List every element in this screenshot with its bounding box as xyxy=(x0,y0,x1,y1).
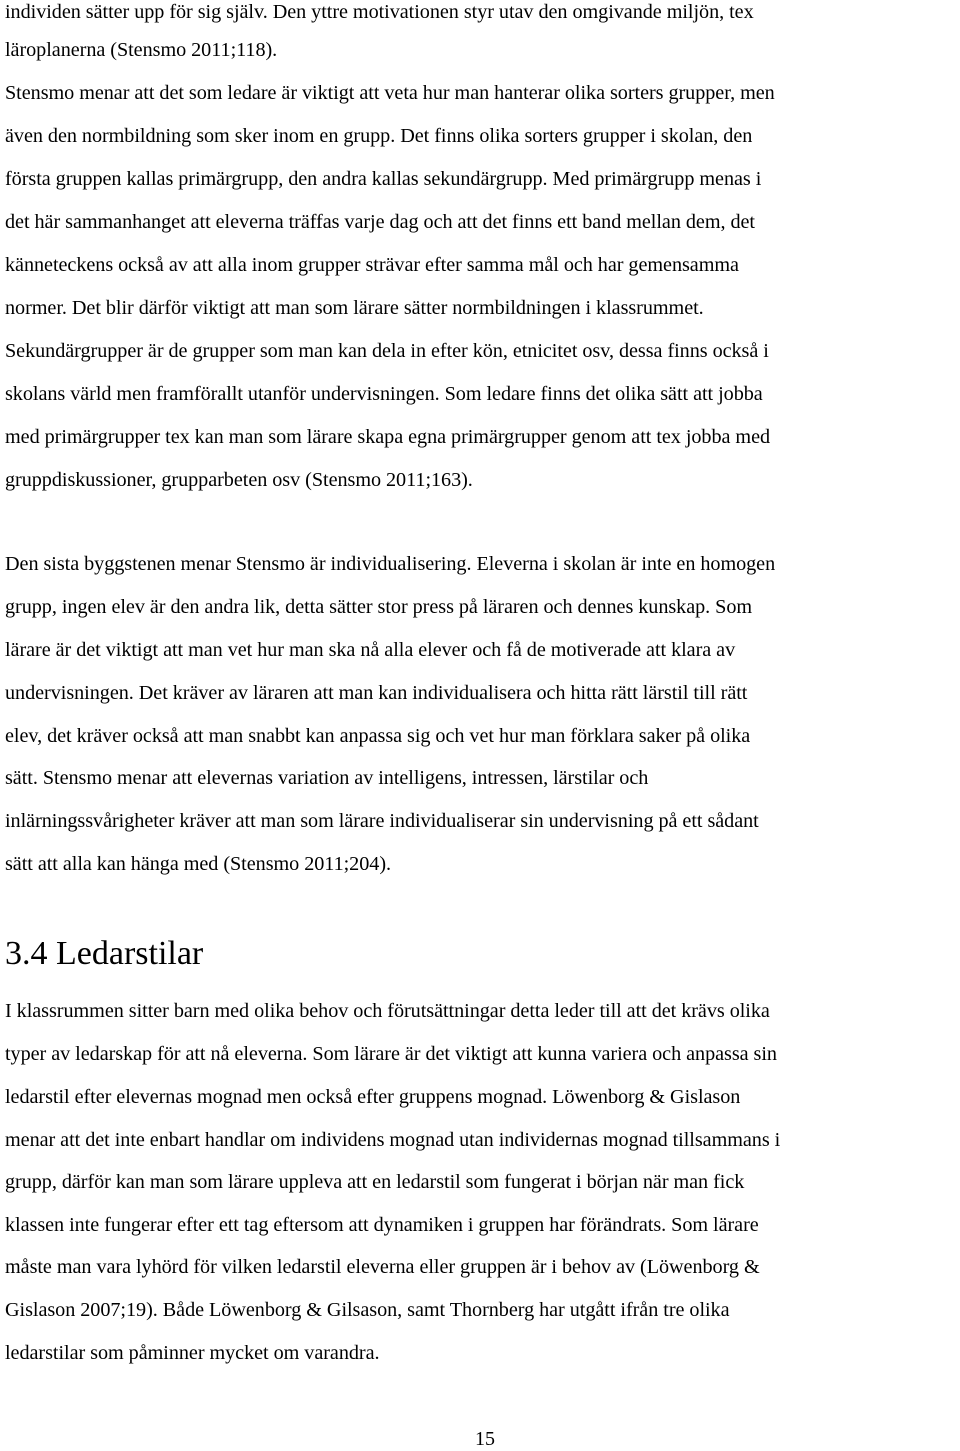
text-line: första gruppen kallas primärgrupp, den andra kallas sekundärgrupp. Med primärgrupp menas i xyxy=(5,168,762,190)
text-line: måste man vara lyhörd för vilken ledarstil eleverna eller gruppen är i behov av (Löwenborg & xyxy=(5,1256,760,1278)
text-line: typer av ledarskap för att nå eleverna. Som lärare är det viktigt att kunna variera och anpassa sin xyxy=(5,1043,777,1065)
text-line: sätt. Stensmo menar att elevernas variation av intelligens, intressen, lärstilar och xyxy=(5,767,649,789)
text-line: även den normbildning som sker inom en grupp. Det finns olika sorters grupper i skolan, den xyxy=(5,125,753,147)
text-line: Sekundärgrupper är de grupper som man kan dela in efter kön, etnicitet osv, dessa finns också i xyxy=(5,340,769,362)
page-number: 15 xyxy=(475,1428,495,1450)
text-line: sätt att alla kan hänga med (Stensmo 2011;204). xyxy=(5,853,391,875)
text-line: Gislason 2007;19). Både Löwenborg & Gilsason, samt Thornberg har utgått ifrån tre olika xyxy=(5,1299,730,1321)
text-line: grupp, därför kan man som lärare uppleva att en ledarstil som fungerat i början när man fick xyxy=(5,1171,745,1193)
text-line: känneteckens också av att alla inom grupper strävar efter samma mål och har gemensamma xyxy=(5,254,739,276)
text-line: gruppdiskussioner, grupparbeten osv (Stensmo 2011;163). xyxy=(5,469,473,491)
section-heading: 3.4 Ledarstilar xyxy=(5,935,204,972)
text-line: Den sista byggstenen menar Stensmo är individualisering. Eleverna i skolan är inte en homogen xyxy=(5,553,776,575)
text-line: undervisningen. Det kräver av läraren att man kan individualisera och hitta rätt lärstil till rätt xyxy=(5,682,748,704)
text-line: grupp, ingen elev är den andra lik, detta sätter stor press på läraren och dennes kunskap. Som xyxy=(5,596,753,618)
text-line: ledarstil efter elevernas mognad men också efter gruppens mognad. Löwenborg & Gislason xyxy=(5,1086,741,1108)
text-line: skolans värld men framförallt utanför undervisningen. Som ledare finns det olika sätt att jobba xyxy=(5,383,763,405)
text-line: med primärgrupper tex kan man som lärare skapa egna primärgrupper genom att tex jobba med xyxy=(5,426,771,448)
text-line: menar att det inte enbart handlar om individens mognad utan individernas mognad tillsammans i xyxy=(5,1129,781,1151)
text-line: normer. Det blir därför viktigt att man som lärare sätter normbildningen i klassrummet. xyxy=(5,297,704,319)
text-line: ledarstilar som påminner mycket om varandra. xyxy=(5,1342,380,1364)
text-line: lärare är det viktigt att man vet hur man ska nå alla elever och få de motiverade att klara av xyxy=(5,639,736,661)
text-line: läroplanerna (Stensmo 2011;118). xyxy=(5,39,278,61)
text-line: det här sammanhanget att eleverna träffas varje dag och att det finns ett band mellan dem, det xyxy=(5,211,755,233)
text-line: klassen inte fungerar efter ett tag eftersom att dynamiken i gruppen har förändrats. Som lärare xyxy=(5,1214,759,1236)
text-line: elev, det kräver också att man snabbt kan anpassa sig och vet hur man förklara saker på olika xyxy=(5,725,751,747)
text-line: individen sätter upp för sig själv. Den yttre motivationen styr utav den omgivande miljön, tex xyxy=(5,1,754,23)
text-line: I klassrummen sitter barn med olika behov och förutsättningar detta leder till att det krävs olika xyxy=(5,1000,770,1022)
text-line: Stensmo menar att det som ledare är viktigt att veta hur man hanterar olika sorters grupper, men xyxy=(5,82,775,104)
text-line: inlärningssvårigheter kräver att man som lärare individualiserar sin undervisning på ett sådant xyxy=(5,810,759,832)
